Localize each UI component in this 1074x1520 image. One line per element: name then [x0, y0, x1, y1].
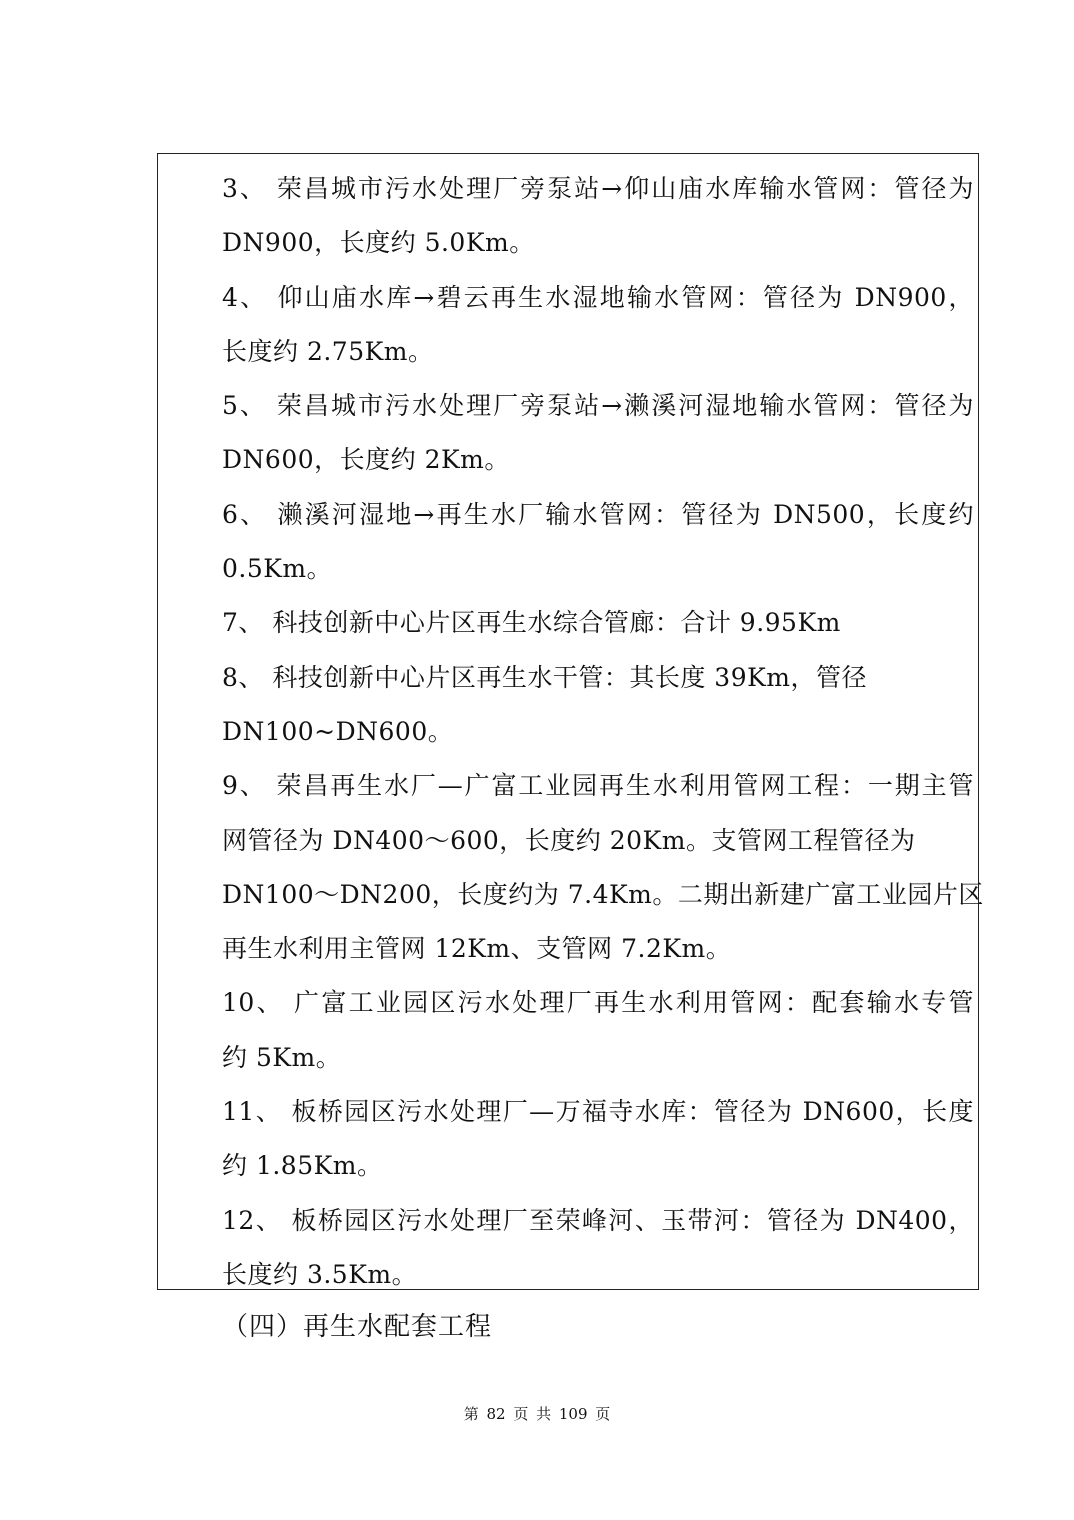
item-line: 11、 板桥园区污水处理厂—万福寺水库：管径为 DN600，长度: [222, 1097, 974, 1127]
item-line: 约 1.85Km。: [222, 1151, 383, 1181]
item-line: DN900，长度约 5.0Km。: [222, 228, 535, 258]
list-item: [222, 651, 974, 760]
item-line: 6、 濑溪河湿地→再生水厂输水管网：管径为 DN500，长度约: [222, 499, 974, 529]
list-item: [222, 976, 974, 1085]
item-line: 长度约 3.5Km。: [222, 1259, 418, 1289]
list-item: [222, 1194, 974, 1303]
pipeline-item-list: [222, 162, 984, 1302]
item-line: 8、 科技创新中心片区再生水干管：其长度 39Km，管径: [222, 662, 867, 692]
list-item: [222, 596, 974, 650]
item-line: 0.5Km。: [222, 554, 333, 584]
item-line: 网管径为 DN400～600，长度约 20Km。支管网工程管径为: [222, 825, 916, 855]
item-line: 9、 荣昌再生水厂—广富工业园再生水利用管网工程：一期主管: [222, 771, 974, 801]
page-number-footer: 第 82 页 共 109 页: [463, 1405, 611, 1423]
item-line: 再生水利用主管网 12Km、支管网 7.2Km。: [222, 934, 732, 964]
item-line: 7、 科技创新中心片区再生水综合管廊：合计 9.95Km: [222, 608, 841, 638]
list-item: [222, 1085, 974, 1194]
section-heading: （四）再生水配套工程: [222, 1312, 493, 1342]
item-line: 4、 仰山庙水库→碧云再生水湿地输水管网：管径为 DN900，: [222, 282, 974, 312]
list-item: [222, 162, 974, 271]
item-line: 10、 广富工业园区污水处理厂再生水利用管网：配套输水专管: [222, 988, 974, 1018]
item-line: DN100~DN600。: [222, 716, 454, 746]
item-line: 5、 荣昌城市污水处理厂旁泵站→濑溪河湿地输水管网：管径为: [222, 391, 974, 421]
list-item: [222, 379, 974, 488]
item-line: DN600，长度约 2Km。: [222, 445, 510, 475]
item-line: DN100～DN200，长度约为 7.4Km。二期出新建广富工业园片区: [222, 879, 984, 909]
item-line: 12、 板桥园区污水处理厂至荣峰河、玉带河：管径为 DN400，: [222, 1205, 974, 1235]
list-item: [222, 271, 974, 380]
item-line: 3、 荣昌城市污水处理厂旁泵站→仰山庙水库输水管网：管径为: [222, 174, 974, 203]
item-line: 长度约 2.75Km。: [222, 336, 434, 366]
list-item: [222, 759, 984, 976]
list-item: [222, 488, 974, 597]
item-line: 约 5Km。: [222, 1042, 342, 1072]
